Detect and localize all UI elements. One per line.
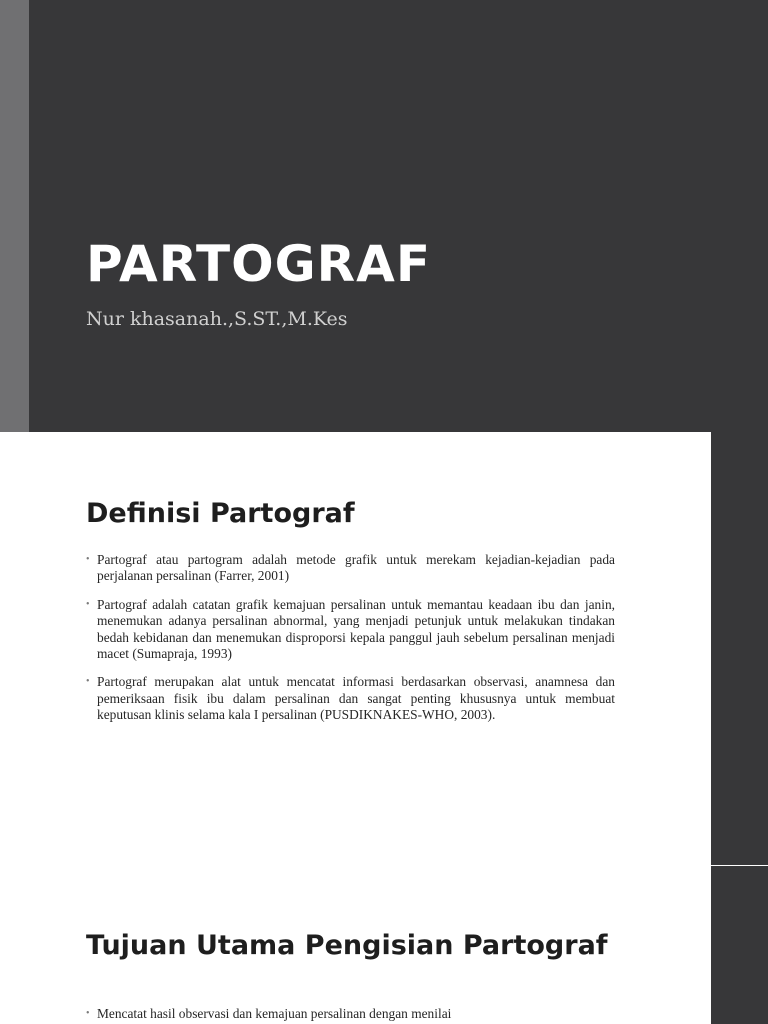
list-item bbox=[86, 552, 615, 585]
bullet-icon: • bbox=[86, 1008, 90, 1019]
bullet-text: Partograf adalah catatan grafik kemajuan persalinan untuk memantau keadaan ibu dan janin, menemukan adanya persalinan abnormal, yang menjadi petunjuk untuk melakukan tindakan bedah kebidanan dan menemukan disproporsi kepala panggul jauh sebelum persalinan menjadi macet (Sumapraja, 1993) bbox=[97, 596, 615, 662]
list-item bbox=[86, 674, 615, 723]
slide-title: PARTOGRAF bbox=[86, 235, 432, 293]
side-bar bbox=[711, 866, 768, 1024]
slide-heading: Tujuan Utama Pengisian Partograf bbox=[86, 930, 608, 961]
side-bar bbox=[711, 432, 768, 865]
author-subtitle: Nur khasanah.,S.ST.,M.Kes bbox=[86, 308, 348, 330]
bullet-text: Mencatat hasil observasi dan kemajuan persalinan dengan menilai bbox=[97, 1006, 452, 1021]
bullet-text: Partograf merupakan alat untuk mencatat informasi berdasarkan observasi, anamnesa dan pemeriksaan fisik ibu dalam persalinan dan sangat penting khususnya untuk membuat keputusan klinis selama kala I persalinan (PUSDIKNAKES-WHO, 2003). bbox=[97, 674, 615, 723]
bullet-icon: • bbox=[86, 554, 90, 565]
bullet-icon: • bbox=[86, 598, 90, 610]
bullet-list bbox=[86, 552, 615, 736]
bullet-list bbox=[86, 1006, 615, 1024]
list-item bbox=[86, 1006, 615, 1022]
bullet-icon: • bbox=[86, 676, 90, 688]
title-slide bbox=[0, 0, 768, 432]
accent-bar bbox=[0, 0, 29, 432]
list-item bbox=[86, 597, 615, 663]
purpose-slide bbox=[0, 866, 768, 1024]
slide-heading: Definisi Partograf bbox=[86, 498, 355, 529]
definition-slide bbox=[0, 432, 768, 865]
bullet-text: Partograf atau partogram adalah metode grafik untuk merekam kejadian-kejadian pada perjalanan persalinan (Farrer, 2001) bbox=[97, 552, 615, 584]
